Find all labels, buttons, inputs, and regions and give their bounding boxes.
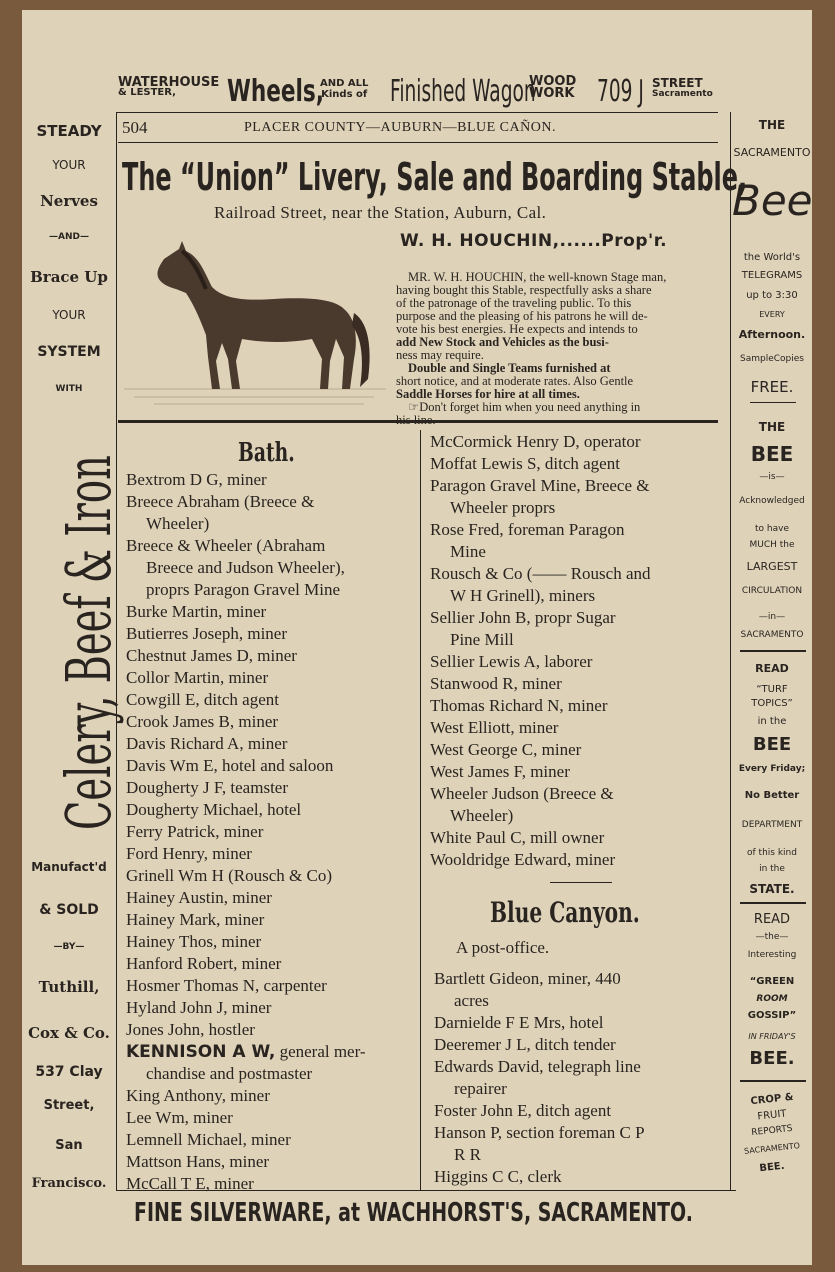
horse-icon xyxy=(124,239,386,411)
right-ad-the2: THE xyxy=(758,420,786,434)
directory-entry: Breece and Judson Wheeler), xyxy=(146,558,345,577)
right-ad-in-the: in the xyxy=(757,716,787,727)
left-ad-francisco: Francisco. xyxy=(31,1176,107,1191)
directory-entry: Wheeler) xyxy=(146,514,210,533)
right-ad-worlds: the World's xyxy=(743,252,801,263)
ad-owner: W. H. HOUCHIN,......Prop'r. xyxy=(400,231,668,251)
left-ad-by: —BY— xyxy=(53,942,85,952)
directory-entry: proprs Paragon Gravel Mine xyxy=(146,580,341,599)
directory-entry: Bextrom D G, miner xyxy=(126,470,267,489)
right-ad-fruit: FRUIT xyxy=(756,1108,788,1123)
banner-lester-line: & LESTER, xyxy=(118,87,176,98)
left-ad-san: San xyxy=(55,1138,83,1153)
right-ad-sacramento3: SACRAMENTO xyxy=(743,1141,801,1156)
directory-entry: Rose Fred, foreman Paragon xyxy=(430,520,625,539)
directory-entry: Hainey Austin, miner xyxy=(126,888,272,907)
directory-entry: Edwards David, telegraph line xyxy=(434,1057,641,1076)
banner-street xyxy=(652,78,713,100)
directory-entry: Thomas Richard N, miner xyxy=(430,696,608,715)
right-ad-telegrams: TELEGRAMS xyxy=(741,270,803,281)
left-ad-vertical-title: Celery, Beef & Iron xyxy=(52,455,125,830)
right-ad-is: —is— xyxy=(759,472,785,482)
directory-entry: Butierres Joseph, miner xyxy=(126,624,287,643)
ad-address: Railroad Street, near the Station, Auburn, Cal. xyxy=(214,203,547,222)
left-ad-steady: STEADY xyxy=(36,122,102,140)
left-ad-brace-up: Brace Up xyxy=(30,268,108,286)
right-ad-bee-logo: Bee xyxy=(732,176,813,225)
directory-entry: Pine Mill xyxy=(450,630,514,649)
directory-entry: Wooldridge Edward, miner xyxy=(430,850,616,869)
banner-street-word: STREET xyxy=(652,76,703,90)
ad-line: short notice, and at moderate rates. Also Gentle xyxy=(396,374,634,388)
right-ad-rule-3 xyxy=(740,902,806,904)
directory-entry: Higgins C C, clerk xyxy=(434,1167,562,1186)
right-ad-interesting: Interesting xyxy=(747,950,797,960)
header-rule xyxy=(118,142,718,143)
directory-entry: West George C, miner xyxy=(430,740,582,759)
banner-sacramento-word: Sacramento xyxy=(652,89,713,99)
footer-ad: FINE SILVERWARE, at WACHHORST'S, SACRAMENTO. xyxy=(134,1198,693,1228)
section-divider xyxy=(550,882,612,883)
right-ad-read2: READ xyxy=(753,912,791,927)
directory-entry: Sellier John B, propr Sugar xyxy=(430,608,616,627)
directory-entry: Hosmer Thomas N, carpenter xyxy=(126,976,327,995)
left-side-ad xyxy=(22,120,125,1191)
directory-entry: Davis Wm E, hotel and saloon xyxy=(126,756,334,775)
directory-entry: Crook James B, miner xyxy=(126,712,279,731)
directory-entry: R R xyxy=(454,1145,481,1164)
directory-entry: Burke Martin, miner xyxy=(126,602,267,621)
directory-entry: Breece Abraham (Breece & xyxy=(126,492,315,511)
right-ad-the3: —the— xyxy=(755,932,789,942)
directory-entry: Wheeler proprs xyxy=(450,498,556,517)
right-ad-topics: TOPICS” xyxy=(751,698,793,709)
right-ad-every-friday: Every Friday; xyxy=(738,764,806,774)
banner-address: 709 J xyxy=(597,74,644,109)
right-ad-bee: BEE xyxy=(750,442,794,466)
directory-entry: Hainey Thos, miner xyxy=(126,932,262,951)
banner-and-all xyxy=(320,78,368,100)
directory-entry: West Elliott, miner xyxy=(430,718,559,737)
left-ad-your: YOUR xyxy=(52,158,86,172)
column-rule xyxy=(420,430,421,1190)
blue-canyon-heading: Blue Canyon. xyxy=(490,896,640,929)
right-ad-the: THE xyxy=(758,118,786,132)
right-ad-largest: LARGEST xyxy=(746,560,798,573)
banner-kinds-of-line: Kinds of xyxy=(321,89,368,100)
right-ad-in-the2: in the xyxy=(759,864,785,874)
banner-wheels: Wheels, xyxy=(227,74,324,109)
top-rule xyxy=(116,112,718,113)
right-ad-rule-4 xyxy=(740,1080,806,1082)
ad-line: vote his best energies. He expects and intends to xyxy=(396,322,638,336)
directory-entry: Ferry Patrick, miner xyxy=(126,822,264,841)
right-ad-state: STATE. xyxy=(749,882,795,896)
page-number: 504 xyxy=(122,118,148,137)
ad-line: ness may require. xyxy=(396,348,484,362)
right-ad-in: —in— xyxy=(758,612,786,622)
directory-entry: Jones John, hostler xyxy=(126,1020,255,1039)
right-ad-afternoon: Afternoon. xyxy=(738,328,806,341)
ad-line: of the patronage of the traveling public. To this xyxy=(396,296,632,310)
right-ad-free: FREE. xyxy=(750,378,794,396)
directory-entry: Sellier Lewis A, laborer xyxy=(430,652,593,671)
banner-and-all-line: AND ALL xyxy=(320,78,369,89)
right-ad-circulation: CIRCULATION xyxy=(741,586,803,596)
ad-line: Double and Single Teams furnished at xyxy=(408,361,611,375)
ad-line: purpose and the pleasing of his patrons he will de- xyxy=(396,309,648,323)
left-ad-your2: YOUR xyxy=(52,308,86,322)
directory-entry: King Anthony, miner xyxy=(126,1086,270,1105)
left-ad-manufactd: Manufact'd xyxy=(31,860,107,874)
right-ad-in-fridays: IN FRIDAY'S xyxy=(748,1032,796,1041)
right-ad-up-to: up to 3:30 xyxy=(746,290,798,301)
directory-entry: Mattson Hans, miner xyxy=(126,1152,270,1171)
ad-line: add New Stock and Vehicles as the busi- xyxy=(396,335,609,349)
left-ad-with: WITH xyxy=(55,384,83,394)
right-ad-reports: REPORTS xyxy=(750,1123,794,1139)
livery-ad xyxy=(118,145,748,425)
right-ad-of-this: of this kind xyxy=(747,848,797,858)
kennison-description: general mer- xyxy=(275,1042,366,1061)
right-ad-much-the: MUCH the xyxy=(749,540,795,550)
directory-entry: chandise and postmaster xyxy=(146,1064,313,1083)
left-ad-and: —AND— xyxy=(49,232,89,242)
ad-line: having bought this Stable, respectfully asks a share xyxy=(396,283,652,297)
directory-entry: West James F, miner xyxy=(430,762,570,781)
ad-title: The “Union” Livery, Sale and Boarding Stable, xyxy=(122,155,748,199)
directory-entry xyxy=(126,1041,366,1063)
banner-wood: WOOD xyxy=(529,74,577,89)
right-ad-rule-2 xyxy=(740,650,806,652)
directory-entry: Paragon Gravel Mine, Breece & xyxy=(430,476,650,495)
left-ad-sold: & SOLD xyxy=(39,902,99,918)
banner-waterhouse-line1: WATERHOUSE xyxy=(118,75,220,90)
directory-entry: Wheeler) xyxy=(450,806,514,825)
right-ad-turf: “TURF xyxy=(756,684,788,695)
ad-bottom-rule xyxy=(118,420,718,423)
blue-canyon-subheading: A post-office. xyxy=(456,938,550,957)
directory-entry: Hyland John J, miner xyxy=(126,998,272,1017)
right-ad-rule-1 xyxy=(750,402,796,403)
directory-entry: Stanwood R, miner xyxy=(430,674,562,693)
directory-entry: Rousch & Co (—— Rousch and xyxy=(430,564,651,583)
banner-waterhouse xyxy=(118,75,220,98)
ad-body xyxy=(396,271,726,427)
directory-entry: Wheeler Judson (Breece & xyxy=(430,784,614,803)
directory-entry: McCormick Henry D, operator xyxy=(430,432,641,451)
directory-entry: Ford Henry, miner xyxy=(126,844,252,863)
right-ad-read: READ xyxy=(755,662,789,675)
right-ad-no-better: No Better xyxy=(744,790,800,801)
right-ad-bee3: BEE. xyxy=(749,1048,795,1069)
right-ad-room: ROOM xyxy=(756,994,788,1004)
directory-entry: Darnielde F E Mrs, hotel xyxy=(434,1013,604,1032)
bath-heading: Bath. xyxy=(238,438,295,468)
banner-finished-wagon: Finished Wagon xyxy=(390,74,536,109)
kennison-name: KENNISON A W, xyxy=(126,1042,276,1062)
directory-entry: Dougherty Michael, hotel xyxy=(126,800,302,819)
right-side-ad xyxy=(732,114,812,1194)
right-ad-gossip: GOSSIP” xyxy=(747,1010,797,1021)
directory-entry: W H Grinell), miners xyxy=(450,586,596,605)
horse-illustration xyxy=(124,239,386,411)
left-ad-cox: Cox & Co. xyxy=(28,1024,110,1042)
left-ad-system: SYSTEM xyxy=(37,344,101,360)
banner-wood-work xyxy=(529,76,576,100)
directory-entry: White Paul C, mill owner xyxy=(430,828,605,847)
directory-entry: Lee Wm, miner xyxy=(126,1108,233,1127)
right-ad-bee2: BEE xyxy=(752,734,792,755)
directory-entry: Hanford Robert, miner xyxy=(126,954,282,973)
directory-entry: Chestnut James D, miner xyxy=(126,646,297,665)
directory-entry: Collor Martin, miner xyxy=(126,668,269,687)
directory-entry: Bartlett Gideon, miner, 440 xyxy=(434,969,621,988)
directory-entry: Hanson P, section foreman C P xyxy=(434,1123,645,1142)
left-ad-tuthill: Tuthill, xyxy=(38,978,100,996)
directory-entry: Moffat Lewis S, ditch agent xyxy=(430,454,620,473)
page-title: PLACER COUNTY—AUBURN—BLUE CAÑON. xyxy=(244,120,556,135)
left-ad-street: Street, xyxy=(43,1098,95,1113)
directory-entry: Mine xyxy=(450,542,486,561)
directory-entry: McCall T E, miner xyxy=(126,1174,254,1193)
right-ad-to-have: to have xyxy=(755,524,789,534)
ad-line: ☞Don't forget him when you need anything in xyxy=(408,400,641,414)
left-ad-nerves: Nerves xyxy=(40,192,98,210)
right-ad-green: “GREEN xyxy=(749,976,795,987)
directory-entry: Hainey Mark, miner xyxy=(126,910,265,929)
banner-work: WORK xyxy=(529,86,575,101)
directory-entry: Dougherty J F, teamster xyxy=(126,778,288,797)
directory-entry: repairer xyxy=(454,1079,507,1098)
right-ad-department: DEPARTMENT xyxy=(741,820,803,830)
directory-entry: Deeremer J L, ditch tender xyxy=(434,1035,616,1054)
top-banner-ad xyxy=(22,10,812,110)
right-ad-acknowledged: Acknowledged xyxy=(739,496,805,506)
ad-line: MR. W. H. HOUCHIN, the well-known Stage man, xyxy=(408,270,667,284)
directory-page xyxy=(22,10,812,1265)
right-ad-crop: CROP & xyxy=(749,1091,794,1108)
right-ad-sacramento: SACRAMENTO xyxy=(733,146,811,159)
right-rule xyxy=(730,112,731,1190)
directory-entry: Breece & Wheeler (Abraham xyxy=(126,536,326,555)
directory-entry: Cowgill E, ditch agent xyxy=(126,690,279,709)
right-ad-bee4: BEE. xyxy=(758,1160,786,1175)
right-ad-sample: SampleCopies xyxy=(740,354,804,364)
directory-entry: acres xyxy=(454,991,489,1010)
right-ad-sacramento2: SACRAMENTO xyxy=(740,630,804,640)
directory-entry: Foster John E, ditch agent xyxy=(434,1101,612,1120)
left-ad-clay: 537 Clay xyxy=(35,1064,103,1080)
directory-entry: Davis Richard A, miner xyxy=(126,734,288,753)
ad-line: Saddle Horses for hire at all times. xyxy=(396,387,580,401)
directory-entry: Grinell Wm H (Rousch & Co) xyxy=(126,866,333,885)
right-ad-every: EVERY xyxy=(759,310,785,319)
directory-entry: Lemnell Michael, miner xyxy=(126,1130,291,1149)
